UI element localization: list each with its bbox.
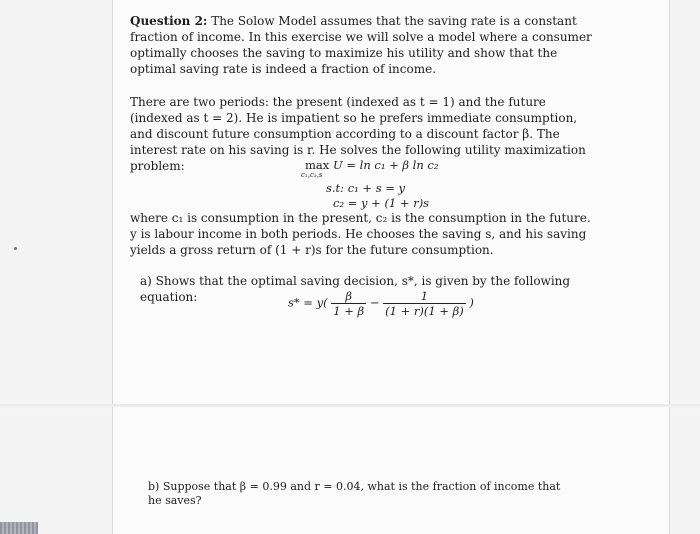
objective-max: max [305,158,330,172]
minus-sign: − [369,295,380,310]
setup-paragraph: There are two periods: the present (indexed as t = 1) and the future (indexed as t = 2). He is impatient so he prefers immediate consumption, and discount future consumption according to a discount factor β. The interest rate on his saving is r. He solves the following utility maximization problem: [130,95,586,173]
budget-constraint-1: s.t: c₁ + s = y [326,181,406,195]
fraction-beta-denominator: 1 + β [333,304,365,318]
part-b-prompt: b) Suppose that β = 0.99 and r = 0.04, what is the fraction of income that he saves? [148,480,561,507]
fraction-interest-denominator: (1 + r)(1 + β) [385,304,464,318]
fraction-interest-numerator: 1 [383,289,466,304]
definitions-paragraph: where c₁ is consumption in the present, c₂ is the consumption in the future. y is labour income in both periods. He chooses the saving s, and his saving yields a gross return of (1 + r)s for the future consumption. [130,211,591,257]
equation-lhs: s* = y( [288,295,328,310]
objective-function: U = ln c₁ + β ln c₂ [333,158,439,172]
question-label: Question 2: [130,14,208,28]
fraction-beta-numerator: β [331,289,366,304]
bullet-dot [14,247,17,250]
fraction-beta [331,289,366,318]
budget-constraint-2: c₂ = y + (1 + r)s [333,196,430,210]
equation-close: ) [469,295,474,310]
question-page-bottom [112,407,670,534]
corner-artifact [0,522,38,534]
part-a-prompt: a) Shows that the optimal saving decision, s*, is given by the following equation: [140,274,571,304]
intro-paragraph [130,13,600,77]
intro-text: The Solow Model assumes that the saving rate is a constant fraction of income. In this exercise we will solve a model where a consumer optimally chooses the saving to maximize his utility and show that the optimal saving rate is indeed a fraction of income. [130,14,592,76]
fraction-interest [383,289,466,318]
objective-variables: c₁,c₂,s [301,171,323,179]
optimal-saving-equation [288,289,474,318]
